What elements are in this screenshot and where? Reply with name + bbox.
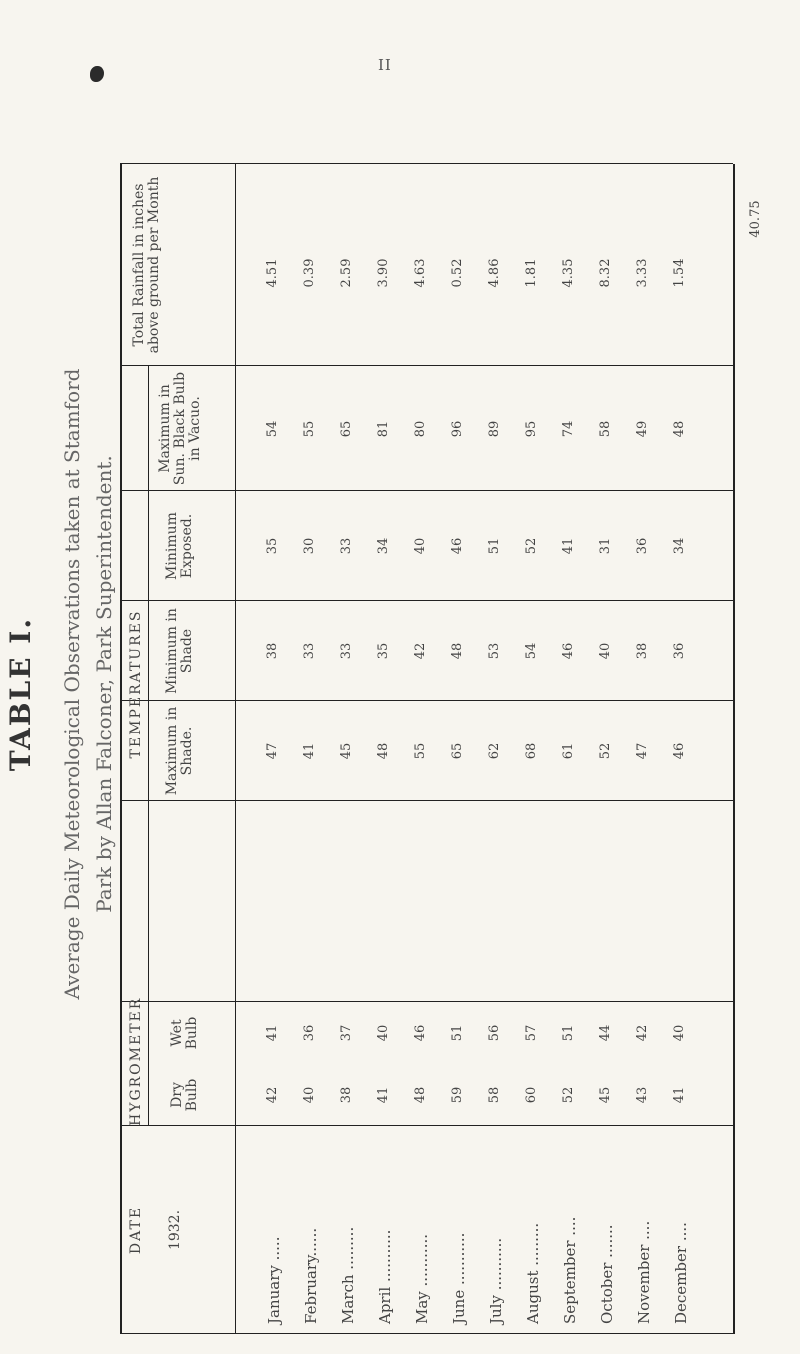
min-exposed-value: 46 <box>450 537 465 555</box>
month-label: April ........... <box>376 1229 394 1324</box>
min-exposed-value: 30 <box>302 537 317 555</box>
min-shade-value: 40 <box>598 642 613 660</box>
max-sun-value: 89 <box>487 420 502 438</box>
rainfall-value: 4.51 <box>265 258 280 288</box>
rainfall-value: 2.59 <box>339 258 354 288</box>
max-sun-value: 49 <box>635 420 650 438</box>
temperatures-sub-rule <box>148 366 149 1002</box>
max-sun-value: 80 <box>413 420 428 438</box>
wet-bulb-value: 44 <box>598 1024 613 1042</box>
max-sun-value: 74 <box>561 420 576 438</box>
subtitle-line-2: Park by Allan Falconer, Park Superintendent. <box>92 455 116 913</box>
header-min-exposed: Minimum Exposed. <box>164 512 195 580</box>
table-title: TABLE I. <box>4 616 37 772</box>
min-exposed-value: 34 <box>376 537 391 555</box>
min-shade-value: 38 <box>265 642 280 660</box>
min-shade-value: 36 <box>672 642 687 660</box>
month-label: July ........... <box>487 1237 505 1324</box>
max-shade-value: 48 <box>376 742 391 760</box>
wet-bulb-value: 41 <box>265 1024 280 1042</box>
max-sun-value: 58 <box>598 420 613 438</box>
max-shade-value: 45 <box>339 742 354 760</box>
min-exposed-value: 31 <box>598 537 613 555</box>
min-shade-value: 42 <box>413 642 428 660</box>
dry-bulb-value: 58 <box>487 1086 502 1104</box>
min-shade-value: 48 <box>450 642 465 660</box>
min-shade-value: 54 <box>524 642 539 660</box>
rainfall-value: 0.39 <box>302 258 317 288</box>
max-shade-value: 52 <box>598 742 613 760</box>
max-shade-value: 46 <box>672 742 687 760</box>
header-bottom-rule <box>235 164 236 1334</box>
month-label: August ......... <box>524 1222 542 1324</box>
dry-bulb-value: 45 <box>598 1086 613 1104</box>
wet-bulb-value: 51 <box>450 1024 465 1042</box>
max-shade-value: 47 <box>265 742 280 760</box>
rainfall-value: 4.35 <box>561 258 576 288</box>
header-max-shade: Maximum in Shade. <box>164 706 195 796</box>
max-sun-value: 55 <box>302 420 317 438</box>
table-bottom-rule <box>733 164 735 1334</box>
min-exposed-value: 36 <box>635 537 650 555</box>
dry-bulb-value: 40 <box>302 1086 317 1104</box>
header-min-shade: Minimum in Shade <box>164 608 195 694</box>
month-label: November .... <box>635 1220 653 1324</box>
wet-bulb-value: 37 <box>339 1024 354 1042</box>
wet-bulb-value: 56 <box>487 1024 502 1042</box>
month-label: September .... <box>561 1216 579 1324</box>
header-hygrometer: HYGROMETER <box>128 996 144 1126</box>
max-shade-value: 65 <box>450 742 465 760</box>
header-wet-bulb: Wet Bulb <box>169 1016 200 1050</box>
max-shade-value: 61 <box>561 742 576 760</box>
max-sun-value: 81 <box>376 420 391 438</box>
max-sun-value: 95 <box>524 420 539 438</box>
min-exposed-value: 51 <box>487 537 502 555</box>
max-shade-value: 41 <box>302 742 317 760</box>
hygrometer-sub-rule <box>148 1002 149 1126</box>
max-shade-value: 47 <box>635 742 650 760</box>
wet-bulb-value: 51 <box>561 1024 576 1042</box>
rainfall-value: 1.54 <box>672 258 687 288</box>
min-exposed-value: 52 <box>524 537 539 555</box>
max-shade-value: 68 <box>524 742 539 760</box>
rainfall-value: 3.90 <box>376 258 391 288</box>
month-label: May ........... <box>413 1234 431 1324</box>
min-shade-value: 38 <box>635 642 650 660</box>
column-rule-0 <box>120 1333 733 1334</box>
dry-bulb-value: 48 <box>413 1086 428 1104</box>
rainfall-value: 4.63 <box>413 258 428 288</box>
min-shade-value: 33 <box>339 642 354 660</box>
month-label: December .... <box>672 1222 690 1324</box>
dry-bulb-value: 41 <box>672 1086 687 1104</box>
header-max-sun: Maximum in Sun. Black Bulb in Vacuo. <box>157 371 203 486</box>
wet-bulb-value: 57 <box>524 1024 539 1042</box>
min-exposed-value: 33 <box>339 537 354 555</box>
max-shade-value: 62 <box>487 742 502 760</box>
max-sun-value: 65 <box>339 420 354 438</box>
month-label: October ....... <box>598 1224 616 1324</box>
dry-bulb-value: 59 <box>450 1086 465 1104</box>
min-shade-value: 35 <box>376 642 391 660</box>
dry-bulb-value: 52 <box>561 1086 576 1104</box>
header-date: DATE <box>128 1205 144 1255</box>
wet-bulb-value: 42 <box>635 1024 650 1042</box>
rainfall-value: 1.81 <box>524 258 539 288</box>
min-exposed-value: 40 <box>413 537 428 555</box>
month-label: March ......... <box>339 1226 357 1324</box>
rainfall-value: 8.32 <box>598 258 613 288</box>
wet-bulb-value: 46 <box>413 1024 428 1042</box>
wet-bulb-value: 40 <box>376 1024 391 1042</box>
dry-bulb-value: 60 <box>524 1086 539 1104</box>
max-sun-value: 96 <box>450 420 465 438</box>
subtitle-line-1: Average Daily Meteorological Observations taken at Stamford <box>60 368 84 1000</box>
header-rainfall: Total Rainfall in inches above ground per Month <box>131 176 162 354</box>
dry-bulb-value: 41 <box>376 1086 391 1104</box>
month-label: January ..... <box>265 1236 283 1324</box>
rainfall-total: 40.75 <box>748 200 763 238</box>
rainfall-value: 4.86 <box>487 258 502 288</box>
header-temperatures: TEMPERATURES <box>128 609 144 759</box>
page-number: II <box>378 56 392 74</box>
wet-bulb-value: 36 <box>302 1024 317 1042</box>
month-label: February...... <box>302 1227 320 1324</box>
max-sun-value: 54 <box>265 420 280 438</box>
dry-bulb-value: 42 <box>265 1086 280 1104</box>
max-shade-value: 55 <box>413 742 428 760</box>
rainfall-value: 0.52 <box>450 258 465 288</box>
dry-bulb-value: 38 <box>339 1086 354 1104</box>
min-shade-value: 46 <box>561 642 576 660</box>
min-exposed-value: 34 <box>672 537 687 555</box>
min-shade-value: 33 <box>302 642 317 660</box>
table-top-rule <box>120 164 122 1334</box>
max-sun-value: 48 <box>672 420 687 438</box>
wet-bulb-value: 40 <box>672 1024 687 1042</box>
header-dry-bulb: Dry Bulb <box>169 1078 200 1112</box>
dry-bulb-value: 43 <box>635 1086 650 1104</box>
min-shade-value: 53 <box>487 642 502 660</box>
rainfall-value: 3.33 <box>635 258 650 288</box>
header-year: 1932. <box>167 1209 183 1251</box>
min-exposed-value: 35 <box>265 537 280 555</box>
min-exposed-value: 41 <box>561 537 576 555</box>
month-label: June ........... <box>450 1232 468 1324</box>
